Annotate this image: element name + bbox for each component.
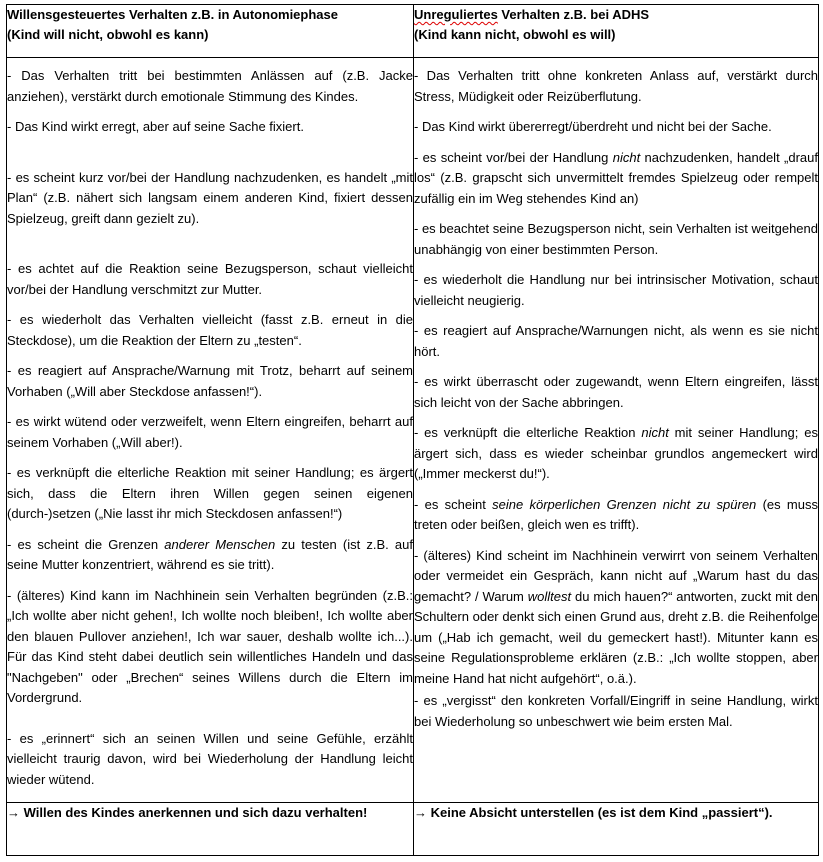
list-item: - es „erinnert“ sich an seinen Willen und seine Gefühle, erzählt vielleicht traurig davon, wird bei Wiederholung der Handlung leicht wieder wütend. (7, 730, 413, 787)
list-item: - (älteres) Kind kann im Nachhinein sein Verhalten begründen (z.B.: „Ich wollte aber nicht gehen!, Ich wollte noch bleiben!, Ich wollte aber den blauen Pullover anziehen!, Ich war sauer, deshalb wollte ich...). Für das Kind steht dabei deutlich sein willentliches Handeln und das "Nachgeben" oder „Brechen“ seines Willens durch die Eltern im Vordergrund. (7, 587, 413, 705)
list-item: - (älteres) Kind scheint im Nachhinein verwirrt von seinem Verhalten oder vermeidet ein Gespräch, kann nicht auf „Warum hast du das gemacht? / Warum wolltest du mich hauen?“ antworten, zuckt mit den Schultern oder denkt sich einen Grund aus, dreht z.B. die Reihenfolge um („Hab ich gemacht, weil du gemeckert hast!). Mitunter kann es seine Regulationsprobleme erklären (z.B.: „Ich wollte stoppen, aber meine Hand hat nicht aufgehört“, o.ä.). (414, 547, 818, 686)
unregulated-column (414, 58, 819, 803)
list-item: - es scheint seine körperlichen Grenzen nicht zu spüren (es muss treten oder beißen, gleich wen es trifft). (414, 496, 818, 532)
list-item: - Das Kind wirkt erregt, aber auf seine Sache fixiert. (7, 119, 304, 134)
list-item: - es „vergisst“ den konkreten Vorfall/Eingriff in seine Handlung, wirkt bei Wiederholung so unbeschwert wie beim ersten Mal. (414, 693, 818, 729)
list-item: - Das Kind wirkt übererregt/überdreht und nicht bei der Sache. (414, 119, 772, 134)
body-row (7, 58, 819, 803)
header-row (7, 5, 819, 58)
header-volitional-title: Willensgesteuertes Verhalten z.B. in Autonomiephase (7, 7, 338, 22)
header-volitional (7, 5, 414, 58)
list-item: - es beachtet seine Bezugsperson nicht, sein Verhalten ist weitgehend unabhängig von einer bestimmten Person. (414, 221, 818, 257)
footer-volitional: → Willen des Kindes anerkennen und sich dazu verhalten! (7, 803, 414, 856)
header-unregulated (414, 5, 819, 58)
list-item: - es achtet auf die Reaktion seine Bezugsperson, schaut vielleicht vor/bei der Handlung verschmitzt zur Mutter. (7, 261, 413, 297)
list-item: - es wiederholt das Verhalten vielleicht (fasst z.B. erneut in die Steckdose), um die Reaktion der Eltern zu „testen“. (7, 312, 413, 348)
volitional-column (7, 58, 414, 803)
footer-row (7, 803, 819, 856)
list-item: - es wirkt überrascht oder zugewandt, wenn Eltern eingreifen, lässt sich leicht von der Sache abbringen. (414, 374, 818, 410)
header-volitional-subtitle: (Kind will nicht, obwohl es kann) (7, 27, 209, 42)
footer-unregulated: → Keine Absicht unterstellen (es ist dem Kind „passiert“). (414, 803, 819, 856)
list-item: - es reagiert auf Ansprache/Warnung mit Trotz, beharrt auf seinem Vorhaben („Will aber Steckdose anfassen!“). (7, 363, 413, 399)
list-item: - es verknüpft die elterliche Reaktion nicht mit seiner Handlung; es ärgert sich, dass es wieder scheinbar grundlos angemeckert wird („Immer meckerst du!“). (414, 425, 818, 481)
comparison-table (6, 4, 819, 856)
header-unregulated-word: Unreguliertes (414, 7, 498, 22)
list-item: - es reagiert auf Ansprache/Warnungen nicht, als wenn es sie nicht hört. (414, 323, 818, 359)
list-item: - es scheint die Grenzen anderer Menschen zu testen (ist z.B. auf seine Mutter konzentriert, während es sie tritt). (7, 536, 413, 572)
header-unregulated-title: Unreguliertes Verhalten z.B. bei ADHS (414, 7, 650, 22)
header-unregulated-subtitle: (Kind kann nicht, obwohl es will) (414, 27, 616, 42)
list-item: - Das Verhalten tritt bei bestimmten Anlässen auf (z.B. Jacke anziehen), verstärkt durch emotionale Stimmung des Kindes. (7, 68, 413, 104)
list-item: - Das Verhalten tritt ohne konkreten Anlass auf, verstärkt durch Stress, Müdigkeit oder Reizüberflutung. (414, 68, 818, 104)
list-item: - es wiederholt die Handlung nur bei intrinsischer Motivation, schaut vielleicht neugierig. (414, 272, 818, 308)
list-item: - es verknüpft die elterliche Reaktion mit seiner Handlung; es ärgert sich, dass die Eltern ihren Willen gegen seinen eigenen (durch-)setzen („Nie lasst ihr mich Steckdosen anfassen!“) (7, 465, 413, 521)
list-item: - es wirkt wütend oder verzweifelt, wenn Eltern eingreifen, beharrt auf seinem Vorhaben („Will aber!). (7, 414, 413, 450)
list-item: - es scheint vor/bei der Handlung nicht nachzudenken, handelt „drauf los“ (z.B. grapscht sich unvermittelt fremdes Spielzeug oder rempelt zufällig ein im Weg stehendes Kind an) (414, 149, 818, 206)
list-item: - es scheint kurz vor/bei der Handlung nachzudenken, es handelt „mit Plan“ (z.B. nähert sich langsam einem anderen Kind, fixiert dessen Spielzeug, greift dann gezielt zu). (7, 169, 413, 226)
header-adhs-word: ADHS (612, 7, 650, 22)
